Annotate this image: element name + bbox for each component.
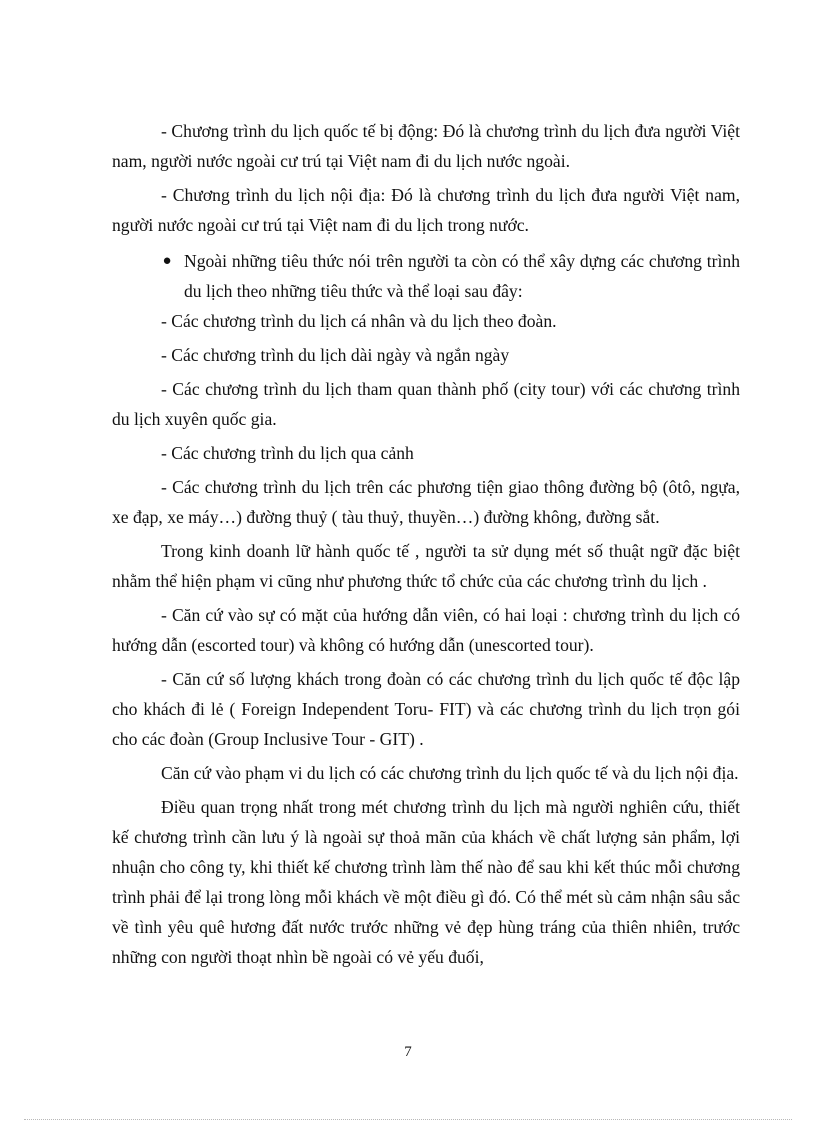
paragraph-scope: Căn cứ vào phạm vi du lịch có các chương trình du lịch quốc tế và du lịch nội địa. bbox=[161, 763, 739, 783]
page-content bbox=[112, 116, 740, 972]
paragraph-domestic-tour: - Chương trình du lịch nội địa: Đó là chương trình du lịch đưa người Việt nam, người nước ngoài cư trú tại Việt nam đi du lịch trong nước. bbox=[112, 185, 740, 235]
paragraph-fit-git: - Căn cứ số lượng khách trong đoàn có các chương trình du lịch quốc tế độc lập cho khách đi lẻ ( Foreign Independent Toru- FIT) và các chương trình du lịch trọn gói cho các đoàn (Group Inclusive Tour - GIT) . bbox=[112, 669, 740, 749]
paragraph-individual-group-tour: - Các chương trình du lịch cá nhân và du lịch theo đoàn. bbox=[161, 311, 557, 331]
paragraph-transit-tour: - Các chương trình du lịch qua cảnh bbox=[161, 443, 414, 463]
page-bottom-divider bbox=[24, 1119, 792, 1120]
bullet-item bbox=[112, 246, 740, 306]
paragraph-passive-international-tour: - Chương trình du lịch quốc tế bị động: Đó là chương trình du lịch đưa người Việt nam, người nước ngoài cư trú tại Việt nam đi du lịch nước ngoài. bbox=[112, 121, 740, 171]
paragraph-city-tour: - Các chương trình du lịch tham quan thành phố (city tour) với các chương trình du lịch xuyên quốc gia. bbox=[112, 379, 740, 429]
bullet-text: Ngoài những tiêu thức nói trên người ta còn có thể xây dựng các chương trình du lịch theo những tiêu thức và thể loại sau đây: bbox=[184, 251, 740, 301]
paragraph-long-short-tour: - Các chương trình du lịch dài ngày và ngắn ngày bbox=[161, 345, 510, 365]
paragraph-design-importance: Điều quan trọng nhất trong mét chương trình du lịch mà người nghiên cứu, thiết kế chương trình cần lưu ý là ngoài sự thoả mãn của khách về chất lượng sản phẩm, lợi nhuận cho công ty, khi thiết kế chương trình làm thế nào để sau khi kết thúc mỗi chương trình phải để lại trong lòng mỗi khách về một điều gì đó. Có thể mét sù cảm nhận sâu sắc về tình yêu quê hương đất nước trước những vẻ đẹp hùng tráng của thiên nhiên, trước những con người thoạt nhìn bề ngoài có vẻ yếu đuối, bbox=[112, 797, 740, 967]
paragraph-transport-tour: - Các chương trình du lịch trên các phương tiện giao thông đường bộ (ôtô, ngựa, xe đạp, xe máy…) đường thuỷ ( tàu thuỷ, thuyền…) đường không, đường sắt. bbox=[112, 477, 740, 527]
bullet-dot-icon: ● bbox=[162, 253, 172, 269]
paragraph-terminology: Trong kinh doanh lữ hành quốc tế , người ta sử dụng mét số thuật ngữ đặc biệt nhằm thể hiện phạm vi cũng như phương thức tổ chức của các chương trình du lịch . bbox=[112, 541, 740, 591]
page-number: 7 bbox=[404, 1044, 412, 1060]
paragraph-escorted-tour: - Căn cứ vào sự có mặt của hướng dẫn viên, có hai loại : chương trình du lịch có hướng dẫn (escorted tour) và không có hướng dẫn (unescorted tour). bbox=[112, 605, 740, 655]
